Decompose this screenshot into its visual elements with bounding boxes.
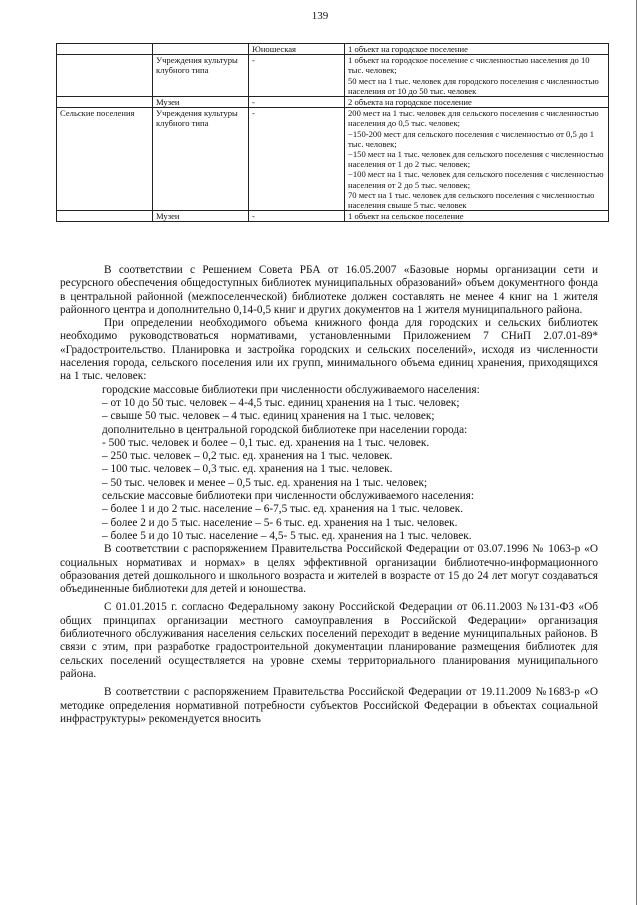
table-row — [57, 97, 609, 108]
paragraph: В соответствии с распоряжением Правительства Российской Федерации от 19.11.2009 №1683-р «О методике определения нормативной потребности субъектов Российской Федерации в объектах социальной инфраструктуры» рекомендуется вносить — [60, 686, 598, 725]
norm-line: 50 мест на 1 тыс. человек для городского поселения с численностью населения от 10 до 50 тыс. человек — [348, 75, 599, 96]
norm-line: 200 мест на 1 тыс. человек для сельского поселения с численностью населения до 0,5 тыс. человек; — [348, 108, 599, 129]
table-row — [57, 211, 609, 222]
settlement-cell — [57, 97, 153, 108]
paragraph: В соответствии с распоряжением Правительства Российской Федерации от 03.07.1996 № 1063-р «О социальных нормативах и нормах» в целях эффективной организации библиотечно-информационного образования детей дошкольного и школьного возраста и жителей в возрасте от 15 до 24 лет могут создаваться объединенные библиотеки для детей и юношества. — [60, 543, 598, 596]
list-item: – свыше 50 тыс. человек – 4 тыс. единиц хранения на 1 тыс. человек; — [102, 410, 435, 423]
paragraph: При определении необходимого объема книжного фонда для городских и сельских библиотек необходимо руководствоваться нормативами, установленными Приложением 7 СНиП 2.07.01-89* «Градостроительство. Планировка и застройка городских и сельских поселений», исходя из численности населения города, сельского поселения или их групп, минимального объема единиц хранения, приходящихся на 1 тыс. человек: — [60, 317, 598, 383]
norm-line: 70 мест на 1 тыс. человек для сельского поселения с численностью населения свыше 5 тыс. человек — [348, 189, 595, 211]
list-item: дополнительно в центральной городской библиотеке при населении города: — [102, 423, 468, 436]
table-row — [57, 44, 609, 55]
settlement-cell — [57, 55, 153, 97]
settlement-cell — [57, 44, 153, 55]
page-edge-line — [636, 0, 637, 905]
norm-cell — [345, 108, 609, 211]
paragraph: С 01.01.2015 г. согласно Федеральному закону Российской Федерации от 06.11.2003 №131-ФЗ «Об общих принципах организации местного самоуправления в Российской Федерации» организация библиотечного обслуживания населения сельских поселений переходит в ведение муниципальных районов. В связи с этим, при разработке градостроительной документации планирование размещения библиотек для сельских поселений осуществляется на уровне схемы территориального планирования муниципального района. — [60, 601, 598, 680]
facility-cell: Музеи — [153, 211, 249, 222]
norm-cell — [345, 97, 609, 108]
type-cell: - — [249, 97, 345, 108]
type-cell: - — [249, 55, 345, 97]
list-item: – более 1 и до 2 тыс. население – 6-7,5 тыс. ед. хранения на 1 тыс. человек. — [102, 503, 464, 516]
list-item: городские массовые библиотеки при численности обслуживаемого населения: — [102, 383, 480, 396]
norm-cell — [345, 44, 609, 55]
facility-cell: Музеи — [153, 97, 249, 108]
table-row — [57, 55, 609, 97]
norm-line: −150-200 мест для сельского поселения с численностью от 0,5 до 1 тыс. человек; — [348, 128, 595, 149]
list-item: сельские массовые библиотеки при численности обслуживаемого населения: — [102, 490, 474, 503]
type-cell: Юношеская — [249, 44, 345, 55]
list-item: – 50 тыс. человек и менее – 0,5 тыс. ед. хранения на 1 тыс. человек; — [102, 476, 428, 489]
list-item: - 500 тыс. человек и более – 0,1 тыс. ед. хранения на 1 тыс. человек. — [102, 436, 430, 449]
settlement-cell: Сельские поселения — [57, 108, 153, 211]
list-item: – более 5 и до 10 тыс. население – 4,5- 5 тыс. ед. хранения на 1 тыс. человек. — [102, 529, 472, 542]
list-item: – 100 тыс. человек – 0,3 тыс. ед. хранения на 1 тыс. человек. — [102, 463, 393, 476]
type-cell: - — [249, 108, 345, 211]
norm-line: 1 объект на сельское поселение — [348, 211, 464, 222]
facility-cell: Учреждения культуры клубного типа — [153, 108, 249, 211]
norm-line: −100 мест на 1 тыс. человек для сельского поселения с численностью населения от 2 до 5 тыс. человек; — [348, 169, 604, 190]
norm-line: −150 мест на 1 тыс. человек для сельского поселения с численностью населения от 1 до 2 тыс. человек; — [348, 149, 604, 170]
settlement-cell — [57, 211, 153, 222]
norm-cell — [345, 55, 609, 97]
list-item: – более 2 и до 5 тыс. население – 5- 6 тыс. ед. хранения на 1 тыс. человек. — [102, 516, 458, 529]
norms-table — [56, 43, 609, 222]
paragraph: В соответствии с Решением Совета РБА от 16.05.2007 «Базовые нормы организации сети и ресурсного обеспечения общедоступных библиотек муниципальных образований» объем документного фонда в центральной районной (межпоселенческой) библиотеке должен составлять не менее 4 книг на 1 жителя районного центра и дополнительно 0,14-0,5 книг и других документов на 1 жителя муниципального района. — [60, 264, 598, 316]
norm-cell — [345, 211, 609, 222]
norm-line: 1 объект на городское поселение — [348, 44, 468, 54]
norm-line: 2 объекта на городское поселение — [348, 97, 472, 108]
body-text — [60, 264, 598, 726]
list-item: – от 10 до 50 тыс. человек – 4-4,5 тыс. единиц хранения на 1 тыс. человек; — [102, 396, 460, 409]
table-row — [57, 108, 609, 211]
norm-line: 1 объект на городское поселение с численностью населения до 10 тыс. человек; — [348, 55, 590, 76]
facility-cell: Учреждения культуры клубного типа — [153, 55, 249, 97]
page-number: 139 — [311, 10, 329, 22]
type-cell: - — [249, 211, 345, 222]
list-item: – 250 тыс. человек – 0,2 тыс. ед. хранения на 1 тыс. человек. — [102, 450, 393, 463]
facility-cell — [153, 44, 249, 55]
